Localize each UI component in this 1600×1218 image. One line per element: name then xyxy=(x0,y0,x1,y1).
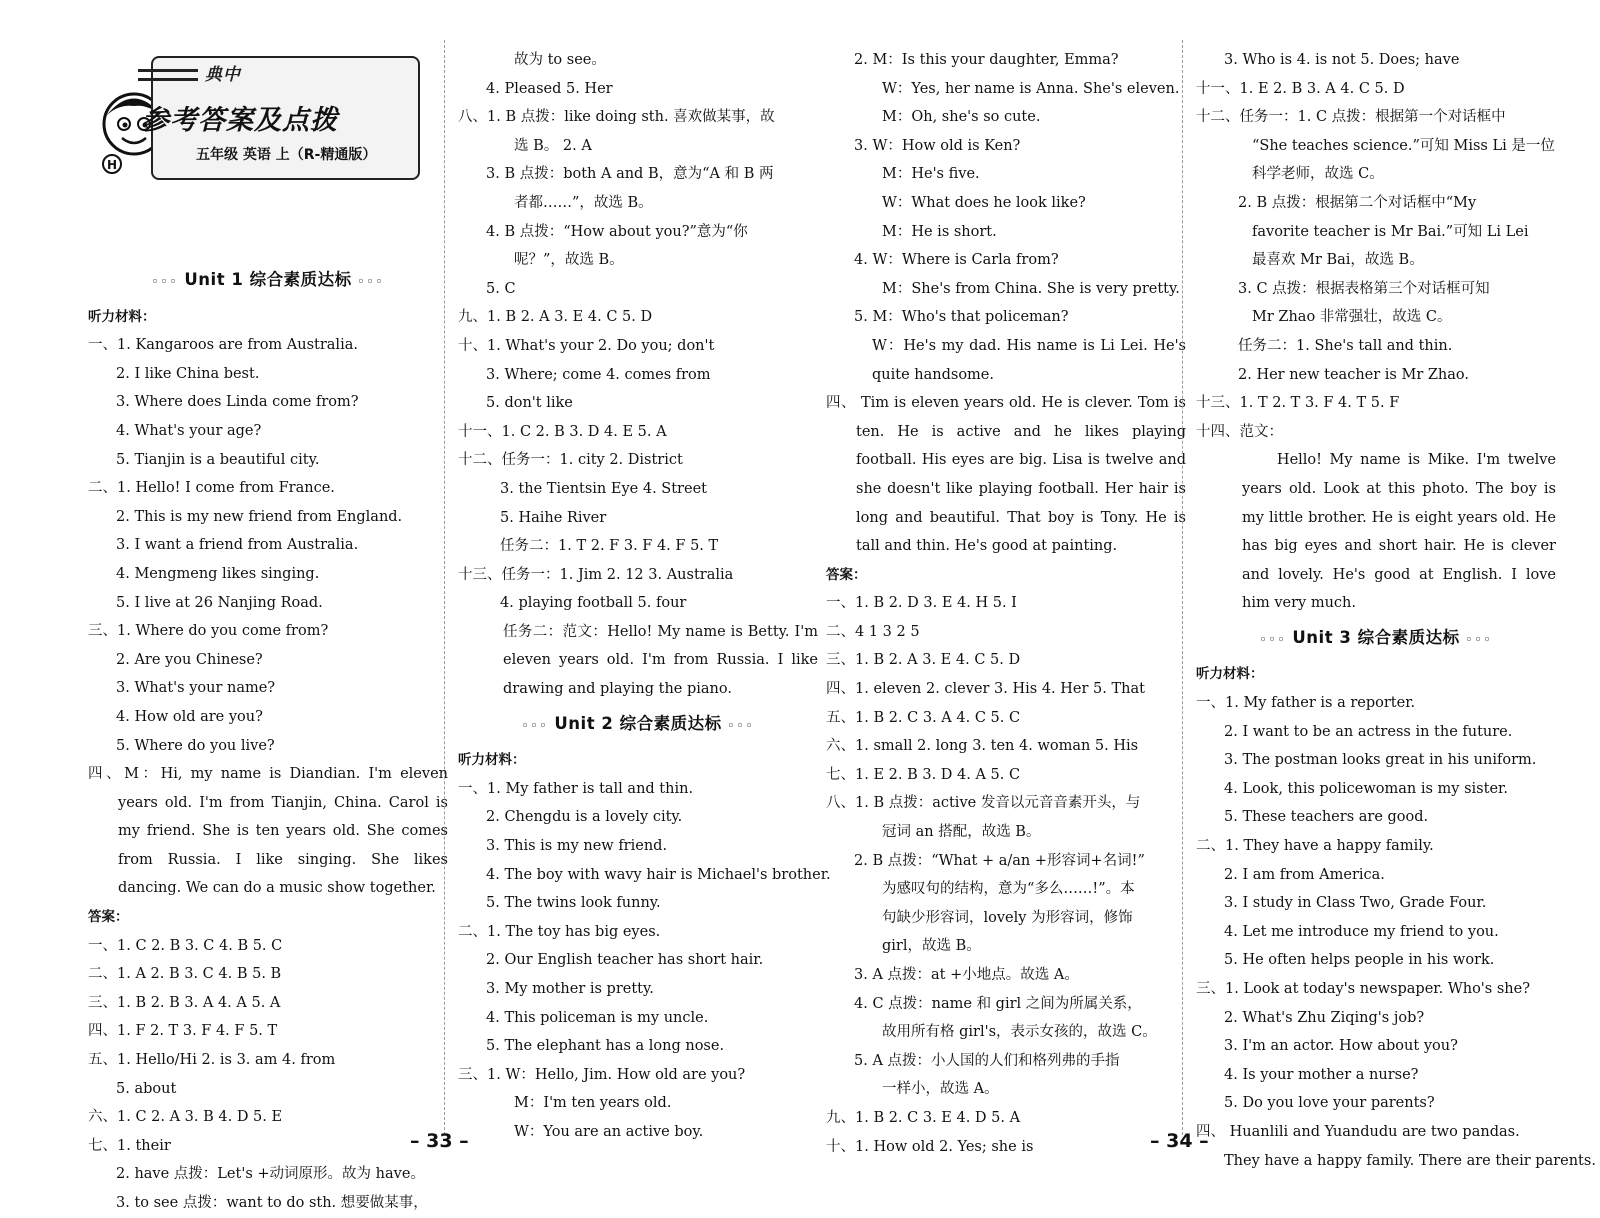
answer-line: 2. Chengdu is a lovely city. xyxy=(486,809,683,826)
answer-line: 十三、1. T 2. T 3. F 4. T 5. F xyxy=(1196,395,1400,412)
answer-line: 三、1. B 2. B 3. A 4. A 5. A xyxy=(88,994,281,1011)
answer-line: 4. Mengmeng likes singing. xyxy=(116,565,320,582)
answer-line: 3. I'm an actor. How about you? xyxy=(1224,1038,1458,1055)
answer-line: 十三、任务一：1. Jim 2. 12 3. Australia xyxy=(458,566,734,583)
answer-line: 九、1. B 2. C 3. E 4. D 5. A xyxy=(826,1109,1021,1126)
answer-line: 5. These teachers are good. xyxy=(1224,809,1429,826)
dots-icon: ◦◦◦ xyxy=(1259,632,1293,646)
answer-line: 九、1. B 2. A 3. E 4. C 5. D xyxy=(458,309,653,326)
answer-line: 4. B 点拨：“How about you?”意为“你 xyxy=(486,223,748,240)
answer-line: M：I'm ten years old. xyxy=(514,1095,672,1112)
answer-line: “She teaches science.”可知 Miss Li 是一位 xyxy=(1252,137,1555,154)
answer-line: 3. I want a friend from Australia. xyxy=(116,537,359,554)
logo-text: 典中 xyxy=(204,65,241,85)
answer-line: 3. My mother is pretty. xyxy=(486,981,654,997)
answer-line: 二、1. They have a happy family. xyxy=(1196,838,1434,855)
answer-line: Mr Zhao 非常强壮，故选 C。 xyxy=(1252,309,1452,326)
column-2 xyxy=(458,46,831,1147)
answer-line: 一、1. My father is tall and thin. xyxy=(458,780,694,797)
answer-line: 4. Is your mother a nurse? xyxy=(1224,1066,1419,1083)
page-subtitle: 五年级 英语 上（R-精通版） xyxy=(196,147,377,163)
answer-line: 2. B 点拨：“What + a/an +形容词+名词!” xyxy=(854,852,1145,869)
answer-line: 3. What's your name? xyxy=(116,680,276,697)
page-number-left: – 33 – xyxy=(410,1130,469,1152)
brand-logo xyxy=(138,60,298,86)
answer-line: 4. Pleased 5. Her xyxy=(486,80,613,97)
answer-line: 一、1. My father is a reporter. xyxy=(1196,695,1416,712)
section-heading xyxy=(458,710,818,741)
section-heading-text: Unit 1 综合素质达标 xyxy=(184,270,352,289)
section-label: 答案： xyxy=(826,566,867,583)
mascot-badge: H xyxy=(107,158,118,172)
section-heading-text: Unit 2 综合素质达标 xyxy=(554,713,722,733)
answer-line: 二、1. A 2. B 3. C 4. B 5. B xyxy=(88,966,282,983)
answer-line: 3. This is my new friend. xyxy=(486,838,668,855)
answer-line: 3. The postman looks great in his uniform. xyxy=(1224,752,1537,769)
dots-icon: ◦◦◦ xyxy=(151,275,185,288)
logo-stripes-icon xyxy=(138,69,198,81)
answer-line: W：You are an active boy. xyxy=(514,1123,704,1140)
answer-line: 十四、范文： xyxy=(1196,423,1283,440)
answer-line: 一、1. Kangaroos are from Australia. xyxy=(88,337,358,354)
section-heading xyxy=(1196,624,1556,655)
section-heading xyxy=(88,266,448,297)
answer-line: M：Oh, she's so cute. xyxy=(882,109,1041,126)
section-label: 答案： xyxy=(88,909,129,926)
answer-line: 五、1. Hello/Hi 2. is 3. am 4. from xyxy=(88,1052,336,1069)
paragraph: 四、M：Hi, my name is Diandian. I'm eleven years old. I'm from Tianjin, China. Carol is my friend. She is ten years old. She comes from Russia. I like singing. She likes dancing. We can do a music show together. xyxy=(88,766,448,897)
column-4 xyxy=(1196,46,1596,1175)
answer-line: 六、1. small 2. long 3. ten 4. woman 5. His xyxy=(826,738,1139,755)
answer-line: 二、1. The toy has big eyes. xyxy=(458,923,661,940)
answer-line: 4. W：Where is Carla from? xyxy=(854,252,1059,269)
answer-line: 五、1. B 2. C 3. A 4. C 5. C xyxy=(826,709,1021,726)
answer-line: 4. The boy with wavy hair is Michael's brother. xyxy=(486,866,831,883)
answer-line: 十一、1. E 2. B 3. A 4. C 5. D xyxy=(1196,80,1405,97)
answer-line: 选 B。 2. A xyxy=(514,137,592,154)
answer-line: 3. the Tientsin Eye 4. Street xyxy=(500,480,707,497)
answer-line: 5. don't like xyxy=(486,395,573,412)
answer-line: 四、1. F 2. T 3. F 4. F 5. T xyxy=(88,1023,278,1040)
answer-line: 2. B 点拨：根据第二个对话框中“My xyxy=(1238,194,1477,211)
answer-line: 十、1. How old 2. Yes; she is xyxy=(826,1138,1034,1155)
answer-line: M：She's from China. She is very pretty. xyxy=(882,280,1180,297)
paragraph: W：He's my dad. His name is Li Lei. He's quite handsome. xyxy=(872,337,1186,383)
answer-line: 2. Our English teacher has short hair. xyxy=(486,952,764,969)
answer-line: M：He's five. xyxy=(882,166,980,183)
answer-line: 二、4 1 3 2 5 xyxy=(826,623,920,640)
answer-line: 任务二：1. She's tall and thin. xyxy=(1238,337,1453,354)
answer-line: 2. This is my new friend from England. xyxy=(116,508,403,525)
answer-line: 3. I study in Class Two, Grade Four. xyxy=(1224,895,1487,912)
answer-line: 3. Where; come 4. comes from xyxy=(486,366,711,383)
answer-line: M：He is short. xyxy=(882,223,997,240)
answer-line: 3. A 点拨：at +小地点。故选 A。 xyxy=(854,967,1079,983)
answer-line: 4. Let me introduce my friend to you. xyxy=(1224,923,1499,940)
answer-line: 5. about xyxy=(116,1080,177,1097)
answer-line: 5. I live at 26 Nanjing Road. xyxy=(116,594,323,611)
answer-line: 一、1. C 2. B 3. C 4. B 5. C xyxy=(88,937,283,954)
answer-line: 三、1. Where do you come from? xyxy=(88,623,329,640)
section-label: 听力材料： xyxy=(458,752,526,769)
page-title: 参考答案及点拨 xyxy=(142,105,338,136)
answer-line: 5. Tianjin is a beautiful city. xyxy=(116,451,320,468)
answer-line: 八、1. B 点拨：like doing sth. 喜欢做某事，故 xyxy=(458,109,775,126)
answer-line: 2. I am from America. xyxy=(1224,866,1385,883)
paragraph: Hello! My name is Mike. I'm twelve years old. Look at this photo. The boy is my little brother. He is eight years old. He has big eyes and short hair. He is clever and lovely. He's good at English. I love him very much. xyxy=(1242,452,1556,612)
answer-line: 2. have 点拨：Let's +动词原形。故为 have。 xyxy=(116,1166,425,1183)
answer-line: 4. How old are you? xyxy=(116,708,263,725)
answer-line: 最喜欢 Mr Bai，故选 B。 xyxy=(1252,252,1424,269)
answer-line: 5. Where do you live? xyxy=(116,737,275,754)
answer-line: 呢？”，故选 B。 xyxy=(514,252,624,269)
answer-line: 任务二：1. T 2. F 3. F 4. F 5. T xyxy=(500,538,719,555)
paragraph: 任务二：范文：Hello! My name is Betty. I'm eleven years old. I'm from Russia. I like drawing and playing the piano. xyxy=(503,623,818,698)
dots-icon: ◦◦◦ xyxy=(521,718,555,732)
answer-line: 2. I like China best. xyxy=(116,365,260,382)
header-banner xyxy=(96,46,424,186)
answer-line: 3. Where does Linda come from? xyxy=(116,394,359,411)
answer-line: favorite teacher is Mr Bai.”可知 Li Lei xyxy=(1252,223,1529,240)
answer-line: 句缺少形容词，lovely 为形容词，修饰 xyxy=(882,909,1133,926)
answer-line: 5. M：Who's that policeman? xyxy=(854,309,1069,326)
answer-line: 十二、任务一：1. city 2. District xyxy=(458,452,683,469)
column-divider xyxy=(1182,40,1183,1135)
answer-line: 科学老师，故选 C。 xyxy=(1252,166,1384,183)
answer-line: 故为 to see。 xyxy=(514,52,606,68)
dots-icon: ◦◦◦ xyxy=(1459,632,1493,646)
answer-line: 四、1. eleven 2. clever 3. His 4. Her 5. That xyxy=(826,681,1145,698)
answer-line: 4. What's your age? xyxy=(116,422,262,439)
answer-line: 4. Look, this policewoman is my sister. xyxy=(1224,780,1508,797)
answer-line: 5. He often helps people in his work. xyxy=(1224,952,1495,969)
paragraph: 四、 Tim is eleven years old. He is clever. Tom is ten. He is active and he likes playing football. His eyes are big. Lisa is twelve and she doesn't like playing football. Her hair is long and beautiful. That boy is Tony. He is tall and thin. He's good at painting. xyxy=(826,395,1186,555)
answer-line: 3. to see 点拨：want to do sth. 想要做某事， xyxy=(116,1195,428,1211)
answer-line: 六、1. C 2. A 3. B 4. D 5. E xyxy=(88,1109,283,1126)
answer-line: 3. C 点拨：根据表格第三个对话框可知 xyxy=(1238,280,1490,297)
column-1 xyxy=(88,260,448,1218)
answer-line: 三、1. Look at today's newspaper. Who's she? xyxy=(1196,981,1530,997)
dots-icon: ◦◦◦ xyxy=(351,275,385,288)
answer-line: 冠词 an 搭配，故选 B。 xyxy=(882,824,1041,841)
answer-line: W：Yes, her name is Anna. She's eleven. xyxy=(882,80,1180,97)
answer-line: 5. A 点拨：小人国的人们和格列弗的手指 xyxy=(854,1052,1120,1069)
answer-line: 5. The elephant has a long nose. xyxy=(486,1038,725,1055)
answer-line: 三、1. W：Hello, Jim. How old are you? xyxy=(458,1066,746,1083)
answer-line: 2. What's Zhu Ziqing's job? xyxy=(1224,1009,1425,1026)
answer-line: 十、1. What's your 2. Do you; don't xyxy=(458,337,715,354)
answer-line: 4. C 点拨：name 和 girl 之间为所属关系， xyxy=(854,995,1142,1012)
answer-line: 5. Haihe River xyxy=(500,509,607,526)
answer-line: 3. W：How old is Ken? xyxy=(854,137,1021,154)
answer-line: 四、 Huanlili and Yuandudu are two pandas. xyxy=(1196,1123,1520,1140)
answer-line: 十一、1. C 2. B 3. D 4. E 5. A xyxy=(458,423,667,440)
section-label: 听力材料： xyxy=(1196,666,1264,683)
answer-line: 3. Who is 4. is not 5. Does; have xyxy=(1224,52,1460,68)
answer-line: 2. M：Is this your daughter, Emma? xyxy=(854,52,1119,68)
dots-icon: ◦◦◦ xyxy=(721,718,755,732)
answer-line: 七、1. E 2. B 3. D 4. A 5. C xyxy=(826,766,1021,783)
answer-line: W：What does he look like? xyxy=(882,194,1086,211)
answer-line: 5. The twins look funny. xyxy=(486,895,661,912)
answer-line: 4. This policeman is my uncle. xyxy=(486,1009,709,1026)
column-divider xyxy=(444,40,445,1135)
answer-line: 4. playing football 5. four xyxy=(500,595,687,612)
answer-line: 者都……”，故选 B。 xyxy=(514,194,653,211)
answer-line: 2. Her new teacher is Mr Zhao. xyxy=(1238,366,1470,383)
answer-line: 5. C xyxy=(486,280,516,297)
answer-line: girl，故选 B。 xyxy=(882,938,981,955)
answer-line: 八、1. B 点拨：active 发音以元音音素开头，与 xyxy=(826,795,1141,812)
answer-line: 七、1. their xyxy=(88,1137,171,1154)
page-number-right: – 34 – xyxy=(1150,1130,1209,1152)
answer-line: 二、1. Hello! I come from France. xyxy=(88,480,335,497)
answer-line: 3. B 点拨：both A and B，意为“A 和 B 两 xyxy=(486,166,774,183)
answer-line: They have a happy family. There are their parents. xyxy=(1224,1152,1596,1169)
column-3 xyxy=(826,46,1186,1161)
answer-line: 十二、任务一：1. C 点拨：根据第一个对话框中 xyxy=(1196,109,1506,126)
section-heading-text: Unit 3 综合素质达标 xyxy=(1292,627,1460,647)
answer-line: 一样小，故选 A。 xyxy=(882,1081,999,1098)
answer-line: 5. Do you love your parents? xyxy=(1224,1095,1435,1112)
section-label: 听力材料： xyxy=(88,308,156,325)
answer-line: 三、1. B 2. A 3. E 4. C 5. D xyxy=(826,652,1021,669)
answer-line: 为感叹句的结构，意为“多么……!”。本 xyxy=(882,881,1135,898)
answer-line: 一、1. B 2. D 3. E 4. H 5. I xyxy=(826,595,1017,612)
answer-line: 2. Are you Chinese? xyxy=(116,651,263,668)
answer-line: 故用所有格 girl's，表示女孩的，故选 C。 xyxy=(882,1024,1157,1041)
answer-line: 2. I want to be an actress in the future. xyxy=(1224,723,1513,740)
